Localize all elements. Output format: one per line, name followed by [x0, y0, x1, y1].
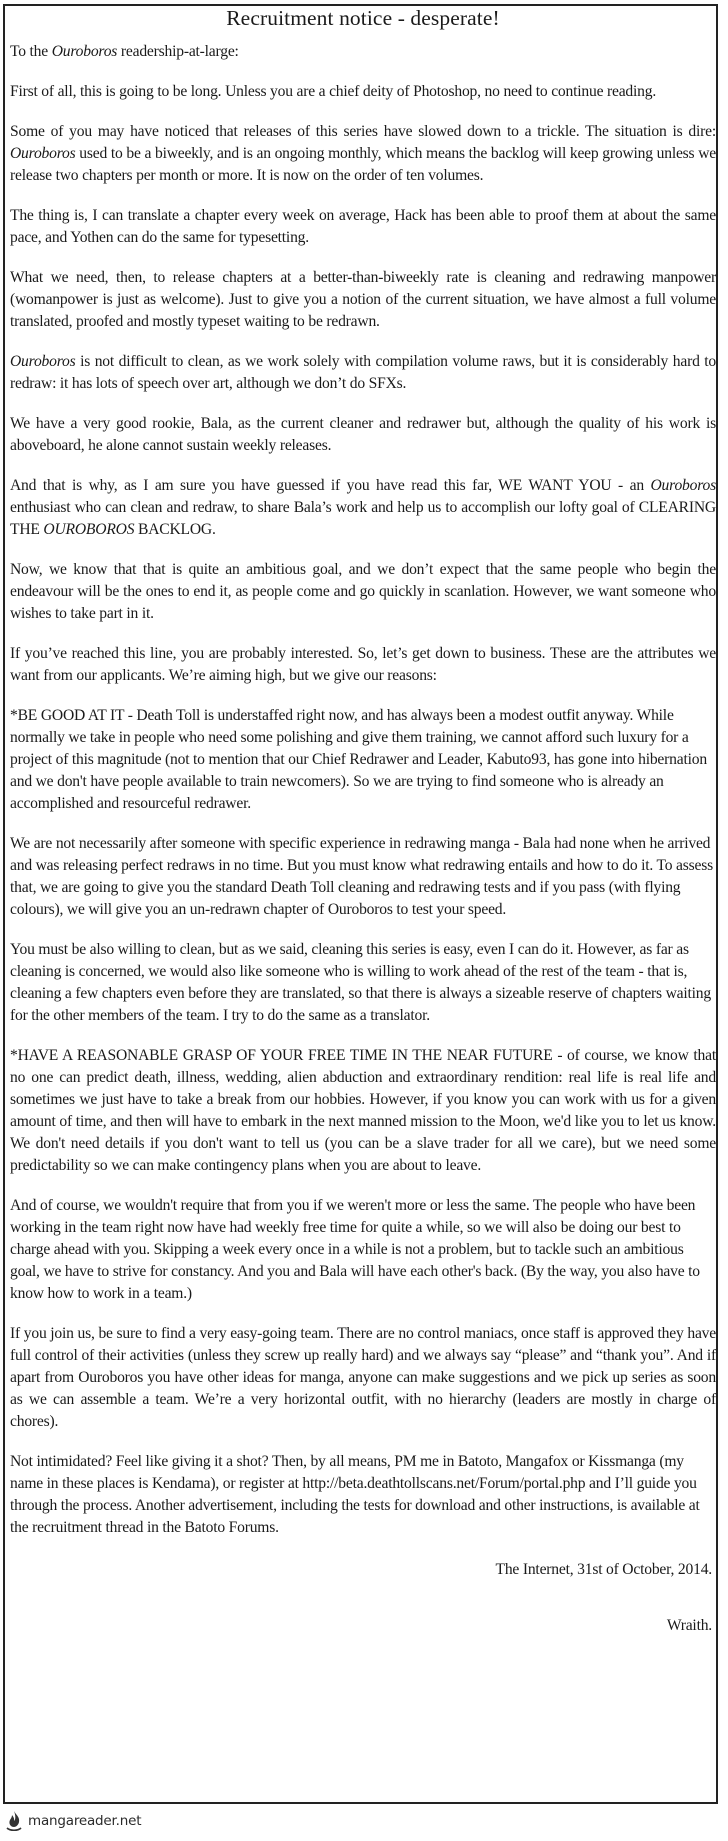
notice-content [10, 4, 716, 1655]
paragraph-8: Now, we know that that is quite an ambitious goal, and we don’t expect that the same people who begin the endeavour will be the ones to end it, as people come and go quickly in scanlation. However, we want someone who wishes to take part in it. [10, 561, 716, 622]
p7-series-name: Ouroboros [650, 477, 716, 494]
p7-text-b: enthusiast who can clean and redraw, to share Bala’s work and help us to accomplish our lofty goal of CLEARING THE [10, 499, 716, 538]
greeting-text: To the [10, 43, 52, 60]
sign-date: The Internet, 31st of October, 2014. [495, 1561, 712, 1578]
watermark-text: mangareader.net [28, 1813, 142, 1829]
paragraph-2 [10, 121, 716, 187]
paragraph-10: *BE GOOD AT IT - Death Toll is understaffed right now, and has always been a modest outfit anyway. While normally we take in people who need some polishing and give them training, we cannot afford such luxury for a project of this magnitude (not to mention that our Chief Redrawer and Leader, Kabuto93, has gone into hibernation and we don't have people available to train newcomers). So we are trying to find someone who is already an accomplished and resourceful redrawer. [10, 707, 707, 812]
paragraph-9: If you’ve reached this line, you are probably interested. So, let’s get down to business. These are the attributes we want from our applicants. We’re aiming high, but we give our reasons: [10, 645, 716, 684]
p2-text-b: used to be a biweekly, and is an ongoing monthly, which means the backlog will keep growing unless we release two chapters per month or more. It is now on the order of ten volumes. [10, 145, 716, 184]
paragraph-13: *HAVE A REASONABLE GRASP OF YOUR FREE TIME IN THE NEAR FUTURE - of course, we know that no one can predict death, illness, wedding, alien abduction and extraordinary rendition: real life is real life and sometimes we just have to take a break from our hobbies. However, if you know you can work with us for a given amount of time, and then will have to embark in the next manned mission to the Moon, we'd like you to let us know. We don't need details if you don't want to tell us (you can be a slave trader for all we care), but we need some predictability so we can make contingency plans when you are about to leave. [10, 1047, 716, 1174]
signature: Wraith. [666, 1617, 712, 1634]
p7-text-c: BACKLOG. [134, 521, 216, 538]
paragraph-3: The thing is, I can translate a chapter every week on average, Hack has been able to proof them at about the same pace, and Yothen can do the same for typesetting. [10, 207, 716, 246]
paragraph-14: And of course, we wouldn't require that from you if we weren't more or less the same. The people who have been working in the team right now have had weekly free time for quite a while, so we will also be doing our best to charge ahead with you. Skipping a week every once in a while is not a problem, but to tackle such an ambitious goal, we have to strive for constancy. And you and Bala will have each other's back. (By the way, you also have to know how to work in a team.) [10, 1197, 700, 1302]
paragraph-15: If you join us, be sure to find a very easy-going team. There are no control maniacs, once staff is approved they have full control of their activities (unless they screw up really hard) and we always say “please” and “thank you”. And if apart from Ouroboros you have other ideas for manga, anyone can make suggestions and we pick up series as soon as we can assemble a team. We’re a very horizontal outfit, with no hierarchy (leaders are mostly in charge of chores). [10, 1325, 716, 1430]
watermark-logo [3, 1810, 141, 1832]
p7-text-a: And that is why, as I am sure you have guessed if you have read this far, WE WANT YOU - an [10, 477, 651, 494]
paragraph-6: We have a very good rookie, Bala, as the current cleaner and redrawer but, although the quality of his work is aboveboard, he alone cannot sustain weekly releases. [10, 415, 716, 454]
greeting-series-name: Ouroboros [51, 43, 118, 60]
paragraph-12: You must be also willing to clean, but as we said, cleaning this series is easy, even I can do it. However, as far as cleaning is concerned, we would also like someone who is willing to work ahead of the rest of the team - that is, cleaning a few chapters even before they are translated, so that there is always a sizeable reserve of chapters waiting for the other members of the team. I try to do the same as a translator. [10, 941, 711, 1024]
paragraph-5 [10, 351, 716, 395]
p7-series-name-caps: OUROBOROS [43, 521, 135, 538]
paragraph-7 [10, 475, 716, 541]
paragraph-4: What we need, then, to release chapters at a better-than-biweekly rate is cleaning and redrawing manpower (womanpower is just as welcome). Just to give you a notion of the current situation, we have almost a full volume translated, proofed and mostly typeset waiting to be redrawn. [10, 269, 716, 330]
paragraph-11: We are not necessarily after someone with specific experience in redrawing manga - Bala had none when he arrived and was releasing perfect redraws in no time. But you must know what redrawing entails and how to do it. To assess that, we are going to give you the standard Death Toll cleaning and redrawing tests and if you pass (with flying colours), we will give you an un-redrawn chapter of Ouroboros to test your speed. [10, 835, 713, 918]
flame-icon [3, 1810, 25, 1832]
p2-text-a: Some of you may have noticed that releases of this series have slowed down to a trickle. The situation is dire: [10, 123, 716, 140]
p5-text-b: is not difficult to clean, as we work solely with compilation volume raws, but it is considerably hard to redraw: it has lots of speech over art, although we don’t do SFXs. [10, 353, 716, 392]
paragraph-1: First of all, this is going to be long. Unless you are a chief deity of Photoshop, no need to continue reading. [10, 83, 657, 100]
p2-series-name: Ouroboros [10, 145, 76, 162]
greeting [10, 41, 716, 63]
page-title: Recruitment notice - desperate! [226, 6, 500, 30]
greeting-text-end: readership-at-large: [117, 43, 239, 60]
p5-series-name: Ouroboros [10, 353, 76, 370]
paragraph-16: Not intimidated? Feel like giving it a shot? Then, by all means, PM me in Batoto, Mangafox or Kissmanga (my name in these places is Kendama), or register at http://beta.deathtollscans.net/Forum/portal.php and I’ll guide you through the process. Another advertisement, including the tests for download and other instructions, is available at the recruitment thread in the Batoto Forums. [10, 1453, 700, 1536]
